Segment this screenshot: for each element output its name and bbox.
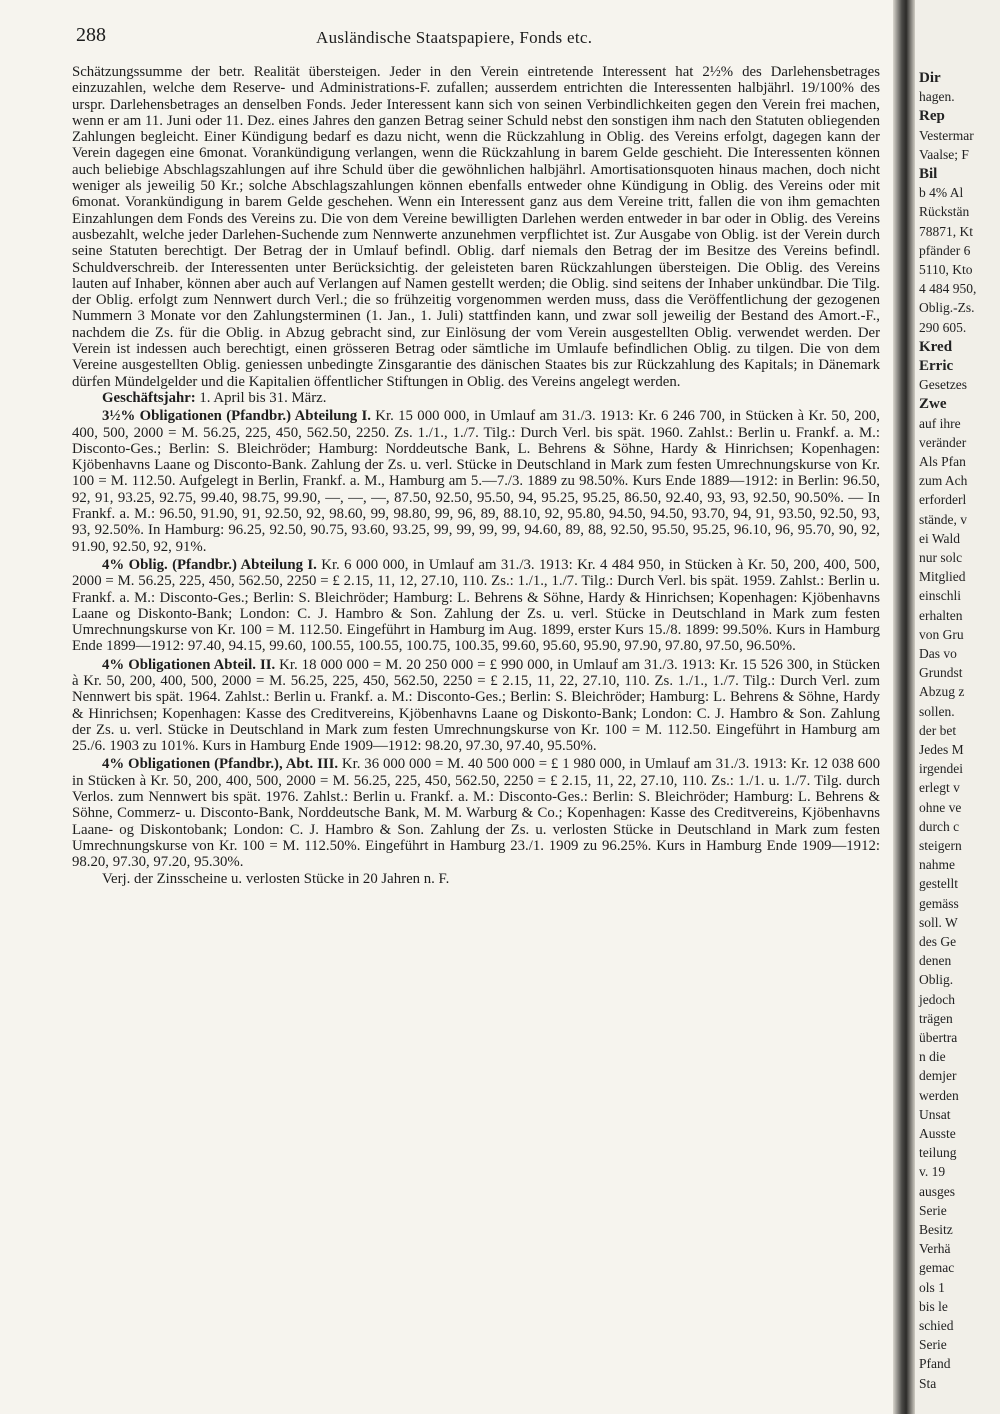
- adjacent-page-fragment: werden: [919, 1087, 959, 1103]
- adjacent-page-fragment: soll. W: [919, 914, 958, 930]
- adjacent-page-fragment: 5110, Kto: [919, 262, 973, 277]
- adjacent-page-fragment: erlegt v: [919, 780, 960, 796]
- section-text: Kr. 36 000 000 = M. 40 500 000 = £ 1 980 000, in Umlauf am 31./3. 1913: Kr. 12 038 600 in Stücken à Kr. 50, 200, 400, 500, 2000 = M. 56.25, 225, 450, 562.50, 2250 = £ 2.15, 11, 22, 27.10, 110. Zs.: 1./1. u. 1./7. Tilg. durch Verlos. zum Nennwert bis spät. 1976. Zahlst.: Berlin u. Frankf. a. M.: Disconto-Ges.: Berlin: S. Bleichröder; Hamburg: L. Behrens & Söhne, Commerz- u. Disconto-Bank, Norddeutsche Bank, M. M. Warburg & Co.; Kopenhagen: Kasse des Creditvereins, Kjöbenhavns Laane- og Diskontobank; London: C. J. Hambro & Son. Zahlung der Zs. u. verlosten Stücke in Deutschland in Mark zum festen Umrechnungskurse von Kr. 100 = M. 112.50%. Eingeführt in Hamburg 23./1. 1909 zu 96.25%. Kurs in Hamburg Ende 1909—1912: 98.20, 97.30, 97.20, 95.30%.: [72, 756, 881, 871]
- adjacent-page-fragment: erhalten: [919, 607, 963, 623]
- adjacent-page-fragment: 290 605.: [919, 319, 967, 335]
- adjacent-page-fragment: nahme: [919, 857, 955, 873]
- closing-line: Verj. der Zinsscheine u. verlosten Stücke in 20 Jahren n. F.: [102, 870, 450, 887]
- running-title: Ausländische Staatspapiere, Fonds etc.: [316, 28, 593, 47]
- adjacent-page-fragment: irgendei: [919, 761, 963, 777]
- adjacent-page-fragment: bis le: [919, 1298, 948, 1314]
- page-header: [76, 18, 886, 58]
- adjacent-page-fragment: gemac: [919, 1260, 955, 1276]
- adjacent-page-fragment: n die: [919, 1049, 946, 1065]
- adjacent-page-fragment: steigern: [919, 838, 962, 853]
- adjacent-page-fragment: hagen.: [919, 89, 955, 105]
- adjacent-page-fragment: Rep: [919, 108, 945, 125]
- adjacent-page-fragment: pfänder 6: [919, 242, 971, 258]
- adjacent-page-fragment: Als Pfan: [919, 454, 966, 469]
- adjacent-page-fragment: denen: [919, 953, 952, 969]
- section-paragraph: [72, 557, 880, 655]
- section-paragraph: [72, 657, 880, 755]
- adjacent-page-fragment: Oblig.-Zs.: [919, 300, 975, 316]
- section-title: 4% Oblig. (Pfandbr.) Abteilung I.: [102, 556, 317, 573]
- adjacent-page-fragment: Verhä: [919, 1241, 951, 1257]
- adjacent-page-fragment: demjer: [919, 1068, 957, 1084]
- adjacent-page-fragment: b 4% Al: [919, 185, 964, 201]
- adjacent-page-fragment: Pfand: [919, 1356, 951, 1372]
- section-text: Kr. 18 000 000 = M. 20 250 000 = £ 990 000, in Umlauf am 31./3. 1913: Kr. 15 526 300, in Stücken à Kr. 50, 200, 400, 500, 2000 = M. 56.25, 225, 450, 562.50, 2250 = £ 2.15, 11, 22, 27.10, 110. Zs. 1./1., 1./7. Tilg.: Durch Verl. zum Nennwert bis spät. 1964. Zahlst.: Berlin u. Frankf. a. M.: Disconto-Ges.; Berlin: S. Bleichröder; Hamburg: L. Behrens & Söhne, Hardy & Hinrichsen; Kopenhagen: Kasse des Creditvereins, Kjöbenhavns Laane og Diskonto-Bank; London: C. J. Hambro & Son. Zahlung der Zs. u. verl. Stücke in Deutschland in Mark zum festen Umrechnungskurse von Kr. 100 = M. 112.50. Eingeführt in Hamburg am 25./6. 1903 zu 101%. Kurs in Hamburg Ende 1909—1912: 98.20, 97.30, 97.40, 95.50%.: [72, 656, 880, 755]
- adjacent-page-fragment: auf ihre: [919, 415, 961, 431]
- adjacent-page-fragment: Besitz: [919, 1222, 953, 1237]
- adjacent-page-fragment: 4 484 950,: [919, 281, 977, 297]
- adjacent-page-fragment: Zwe: [919, 396, 947, 413]
- adjacent-page-fragment: teilung: [919, 1145, 957, 1161]
- adjacent-page-fragment: trägen: [919, 1010, 953, 1026]
- adjacent-page-fragment: übertra: [919, 1030, 958, 1045]
- adjacent-page-fragment: des Ge: [919, 934, 957, 949]
- adjacent-page-fragment: Abzug z: [919, 684, 965, 700]
- adjacent-page-fragment: stände, v: [919, 511, 967, 527]
- fiscal-year-paragraph: [72, 390, 880, 406]
- fiscal-year-label: Geschäftsjahr:: [102, 389, 196, 406]
- adjacent-page-fragment: Erric: [919, 358, 954, 374]
- adjacent-page-fragment: Oblig.: [919, 972, 954, 988]
- adjacent-page-fragment: ols 1: [919, 1279, 945, 1295]
- adjacent-page-fragment: Kred: [919, 338, 953, 355]
- adjacent-page-fragment: Jedes M: [919, 742, 964, 757]
- adjacent-page-fragment: gestellt: [919, 876, 958, 892]
- adjacent-page-fragment: Mitglied: [919, 569, 966, 585]
- adjacent-page-fragment: Rückstän: [919, 204, 970, 220]
- intro-paragraph: Schätzungssumme der betr. Realität übersteigen. Jeder in den Verein eintretende Interessent hat 2½% des Darlehensbetrages einzuzahlen, welche dem Reserve- und Administrations-F. zufallen; ausserdem entrichten die Interessenten halbjährl. 19/100% des urspr. Darlehensbetrages an denselben Fonds. Jeder Interessent kann sich von seinen Verbindlichkeiten gegen den Verein frei machen, wenn er am 11. Juni oder 11. Dez. eines Jahres den ganzen Betrag seiner Schuld nebst den sonstigen ihm nach den Statuten obliegenden Zahlungen begleicht. Einer Kündigung bedarf es dazu nicht, wenn die Rückzahlung in Oblig. des Vereins erfolgt, dagegen kann der Verein dagegen eine 6monat. Vorankündigung verlangen, wenn die Rückzahlung in barem Gelde geschieht. Die Interessenten können auch beliebige Abschlagszahlungen auf ihre Schuld über die gewöhnlichen halbjährl. Amortisationsquoten hinaus machen, doch nicht weniger als jeweilig 50 Kr.; solche Abschlagszahlungen können ebenfalls entweder ohne Kündigung in Oblig. des Vereins oder mit 6monat. Vorankündigung in barem Gelde geschehen. Wenn ein Interessent ganz aus dem Vereine tritt, fallen die von ihm gemachten Einzahlungen dem Fonds des Vereins zu. Die von dem Vereine bewilligten Darlehen werden entweder in bar oder in Oblig. des Vereins ausbezahlt, welche jeder Darlehen-Suchende zum Nennwerte anzunehmen verpflichtet ist. Zur Ausgabe von Oblig. ist der Verein durch seine Statuten berechtigt. Der Betrag der in Umlauf befindl. Oblig. darf niemals den Betrag der im Besitze des Vereins befindl. Schuldverschreib. der Interessenten unter Berücksichtig. der geleisteten baren Rückzahlungen übersteigen. Die Oblig. des Vereins lauten auf Inhaber, können aber auch auf Verlangen auf Namen gestellt werden; die Oblig. sind seitens der Inhaber unkündbar. Die Tilg. der Oblig. erfolgt zum Nennwert durch Verl.; die so frühzeitig vorgenommen werden muss, dass die Veröffentlichung der gezogenen Nummern 3 Monate vor den Zahlungsterminen (1. Jan., 1. Juli) stattfinden kann, und zwar soll jeweilig der Bestand des Amort.-F., nachdem die Zs. für die Oblig. in Abzug gebracht sind, zur Einlösung der vom Verein ausgestellten Oblig. verwendet werden. Der Verein ist indessen auch berechtigt, einen grösseren Betrag oder sämtliche im Umlaufe befindlichen Oblig. zu tilgen. Die von dem Vereine ausgestellten Oblig. geniessen unbedingte Zinsgarantie des dänischen Staates bis zur Rückzahlung des Kapitals; in Dänemark dürfen Mündelgelder und die Kapitalien öffentlicher Stiftungen in Oblig. des Vereins angelegt werden.: [72, 64, 880, 390]
- adjacent-page-fragment: Serie: [919, 1202, 947, 1218]
- adjacent-page-fragment: schied: [919, 1318, 954, 1333]
- adjacent-page-fragment: Vestermar: [919, 127, 974, 143]
- adjacent-page-fragment: Gesetzes: [919, 377, 967, 393]
- adjacent-page-fragment: Vaalse; F: [919, 146, 969, 162]
- adjacent-page-fragment: veränder: [919, 434, 967, 450]
- adjacent-page-fragment: von Gru: [919, 626, 964, 642]
- adjacent-page-fragment: einschli: [919, 588, 961, 604]
- adjacent-page-fragment: zum Ach: [919, 473, 968, 489]
- adjacent-page-fragment: nur solc: [919, 550, 963, 565]
- fiscal-year-text: 1. April bis 31. März.: [195, 389, 327, 406]
- page-number: 288: [76, 24, 106, 46]
- adjacent-page-fragment: ausges: [919, 1183, 955, 1199]
- book-gutter: [893, 0, 915, 1414]
- section-text: Kr. 15 000 000, in Umlauf am 31./3. 1913: Kr. 6 246 700, in Stücken à Kr. 50, 200, 400, 500, 2000 = M. 56.25, 225, 450, 562.50, 2250. Zs. 1./1., 1./7. Tilg.: Durch Verl. bis spät. 1960. Zahlst.: Berlin u. Frankf. a. M.: Disconto-Ges.; Berlin: S. Bleichröder; Hamburg: Norddeutsche Bank, L. Behrens & Söhne, Hardy & Hinrichsen; Kopenhagen: Kjöbenhavns Laane og Disconto-Bank. Zahlung der Zs. u. verl. Stücke in Deutschland in Mark zum festen Umrechnungskurse von Kr. 100 = M. 112.50. Aufgelegt in Berlin, Frankf. a. M., Hamburg am 5.—7./3. 1889 zu 98.50%. Kurs Ende 1889—1912: in Berlin: 96.50, 92, 91, 93.25, 92.75, 99.40, 98.75, 99.90, —, —, —, 87.50, 92.50, 95.50, 94, 95.25, 95.25, 86.50, 92.40, 93, 93, 92.50, 90.50%. — In Frankf. a. M.: 96.50, 91.90, 91, 92.50, 92, 98.60, 99, 98.80, 99, 96, 89, 88.10, 92, 95.80, 94.50, 94.50, 93.70, 94, 91, 93.50, 92.50, 93, 93, 92.50%. In Hamburg: 96.25, 92.50, 90.75, 93.60, 93.25, 99, 99, 99, 99, 94.60, 89, 88, 92.50, 95.50, 95.25, 96.10, 96, 95.70, 90, 92, 91.90, 92.50, 92, 91%.: [72, 408, 881, 555]
- section-title: 3½% Obligationen (Pfandbr.) Abteilung I.: [102, 408, 371, 425]
- adjacent-page-fragment: Serie: [919, 1337, 947, 1353]
- section-paragraph: [72, 408, 880, 555]
- adjacent-page-fragment: Das vo: [919, 646, 957, 661]
- adjacent-page-fragment: gemäss: [919, 895, 959, 911]
- adjacent-page-fragment: Bil: [919, 166, 938, 182]
- adjacent-page-fragment: ohne ve: [919, 799, 962, 815]
- adjacent-page-fragment: durch c: [919, 818, 960, 834]
- adjacent-page-fragment: v. 19: [919, 1164, 946, 1180]
- main-text: [72, 64, 880, 887]
- adjacent-page-fragment: Ausste: [919, 1126, 956, 1141]
- section-paragraph: [72, 756, 880, 870]
- adjacent-page-fragment: der bet: [919, 722, 957, 738]
- adjacent-page-strip: [915, 0, 1000, 1414]
- section-title: 4% Obligationen (Pfandbr.), Abt. III.: [102, 756, 339, 773]
- section-text: Kr. 6 000 000, in Umlauf am 31./3. 1913: Kr. 4 484 950, in Stücken à Kr. 50, 200, 400, 500, 2000 = M. 56.25, 225, 450, 562.50, 2250 = £ 2.15, 11, 12, 27.10, 110. Zs.: 1./1., 1./7. Tilg.: Durch Verl. bis spät. 1959. Zahlst.: Berlin u. Frankf. a. M.: Disconto-Ges.; Berlin: S. Bleichröder; Hamburg: L. Behrens & Söhne, Hardy & Hinrichsen; Kopenhagen: Kjöbenhavns Laane og Diskonto-Bank; London: C. J. Hambro & Son. Zahlung der Zs. u. verl. Stücke in Deutschland in Mark zum festen Umrechnungskurse von Kr. 100 = M. 112.50. Eingeführt in Hamburg im Aug. 1899, erster Kurs 15./8. 1899: 99.50%. Kurs in Hamburg Ende 1899—1912: 97.40, 94.15, 99.60, 100.55, 100.55, 100.75, 100.35, 99.60, 95.60, 95.90, 97.90, 97.80, 97.50, 96.50%.: [72, 556, 880, 655]
- adjacent-page-fragment: Dir: [919, 70, 941, 86]
- adjacent-page-fragment: Sta: [919, 1375, 937, 1391]
- adjacent-page-fragment: erforderl: [919, 492, 967, 508]
- adjacent-page-fragment: 78871, Kt: [919, 223, 973, 239]
- section-title: 4% Obligationen Abteil. II.: [102, 656, 276, 673]
- adjacent-page-fragment: sollen.: [919, 703, 955, 719]
- adjacent-page-fragment: jedoch: [919, 991, 955, 1007]
- adjacent-page-fragment: ei Wald: [919, 530, 961, 546]
- adjacent-page-fragment: Grundst: [919, 665, 963, 681]
- adjacent-page-fragment: Unsat: [919, 1106, 951, 1122]
